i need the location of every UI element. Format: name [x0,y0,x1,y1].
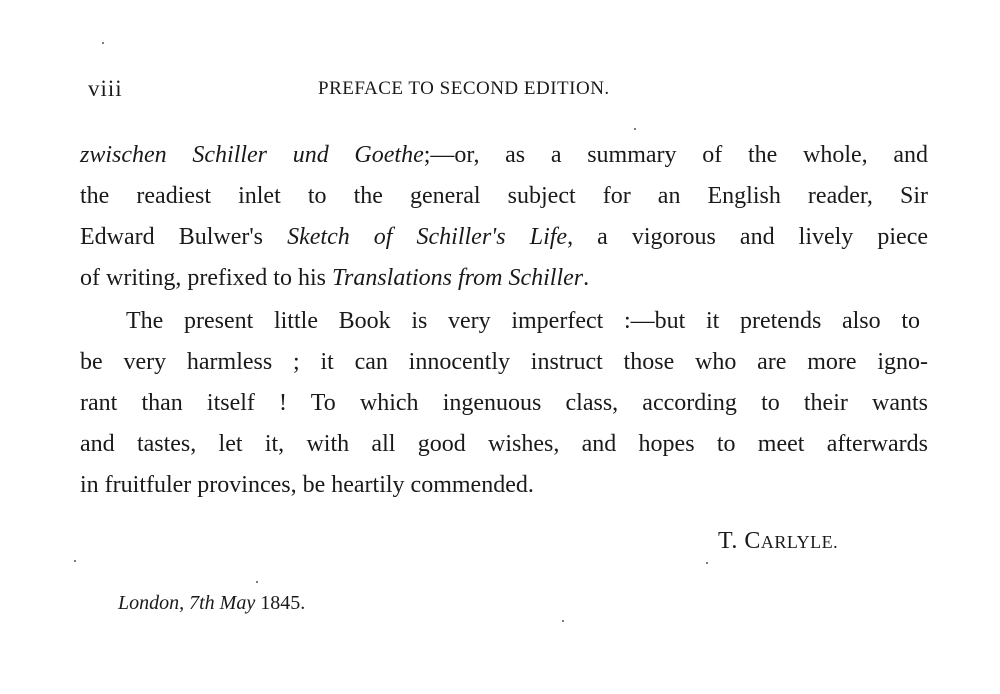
body-text: . [583,265,590,291]
running-head: PREFACE TO SECOND EDITION. [318,78,610,99]
italic-title: Translations from Schiller [331,265,584,291]
dateline-date: 7th May [189,592,256,614]
italic-title: Sketch of Schiller's Life [287,224,568,250]
dateline [118,592,305,615]
signature-rest: ARLYLE. [760,532,839,552]
scan-speck [102,42,104,44]
body-line-1 [80,140,928,170]
body-line-7 [80,388,928,418]
body-line-4 [80,263,928,293]
body-text: be very harmless ; it can innocently instruct those who are more igno- [80,349,928,375]
scan-speck [74,560,76,562]
scan-speck [562,620,564,622]
body-text: of writing, prefixed to his [80,265,332,291]
body-text: the readiest inlet to the general subject for an English reader, Sir [80,183,928,209]
body-line-9 [80,470,928,500]
page-header [88,76,928,106]
author-signature [718,528,838,555]
scan-speck [706,562,708,564]
body-text: The present little Book is very imperfect :—but it pretends also to [126,308,920,334]
dateline-place: London, [118,592,185,614]
page-number: viii [88,76,123,101]
body-text: and tastes, let it, with all good wishes, and hopes to meet afterwards [80,431,928,457]
body-line-3 [80,222,928,252]
dateline-year: 1845. [260,592,306,614]
body-line-6 [80,347,928,377]
body-line-5 [126,306,920,336]
signature-initial: T. C [718,528,761,554]
body-line-2 [80,181,928,211]
body-text: , a vigorous and lively piece [567,224,928,250]
scan-speck [634,128,636,130]
italic-phrase: zwischen Schiller und Goethe [80,142,424,168]
body-text: ;—or, as a summary of the whole, and [423,142,928,168]
body-line-8 [80,429,928,459]
body-text: in fruitfuler provinces, be heartily commended. [80,472,534,498]
scan-speck [256,581,258,583]
body-text: rant than itself ! To which ingenuous class, according to their wants [80,390,928,416]
body-text: Edward Bulwer's [80,224,288,250]
